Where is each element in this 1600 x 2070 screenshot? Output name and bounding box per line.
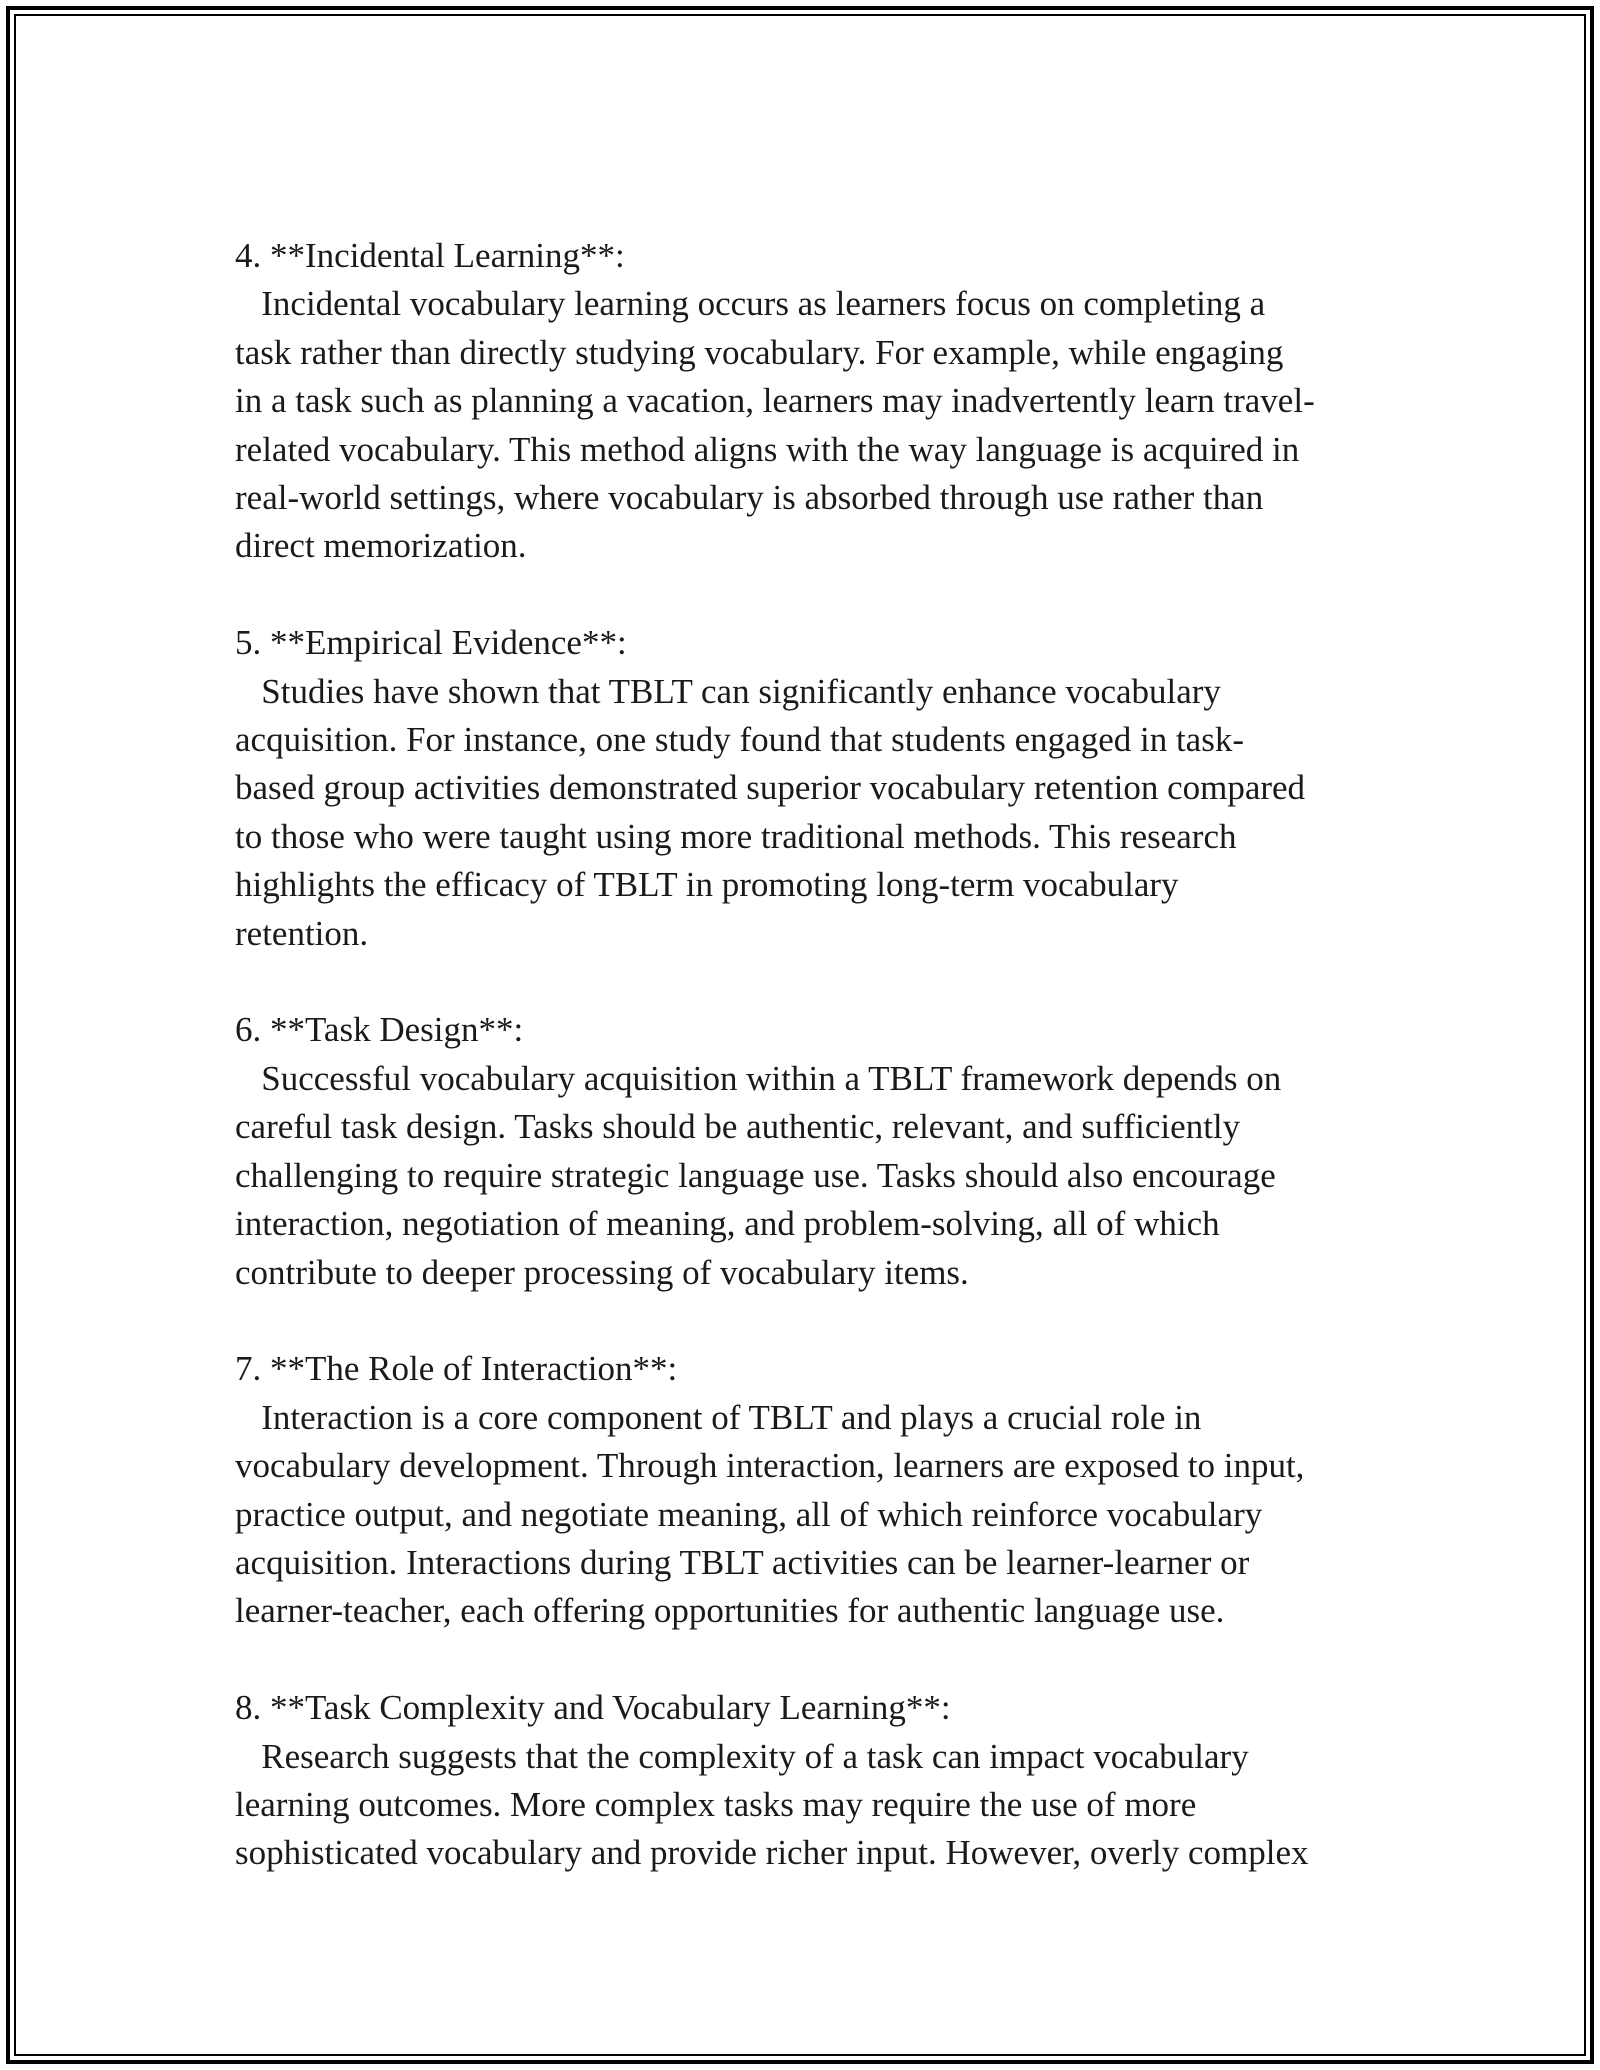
paragraph-line: real-world settings, where vocabulary is absorbed through use rather than — [235, 478, 1264, 518]
section-role-of-interaction — [235, 1345, 1385, 1635]
paragraph-line: acquisition. For instance, one study found that students engaged in task- — [235, 720, 1244, 760]
paragraph-line: retention. — [235, 913, 369, 953]
paragraph-line: practice output, and negotiate meaning, all of which reinforce vocabulary — [235, 1494, 1263, 1534]
paragraph-line: sophisticated vocabulary and provide richer input. However, overly complex — [235, 1833, 1309, 1873]
section-heading: 5. **Empirical Evidence**: — [235, 623, 627, 663]
paragraph-line: Research suggests that the complexity of a task can impact vocabulary — [235, 1736, 1249, 1776]
section-task-design — [235, 1006, 1385, 1296]
section-task-complexity — [235, 1684, 1385, 1878]
paragraph-line: interaction, negotiation of meaning, and problem-solving, all of which — [235, 1204, 1220, 1244]
paragraph-line: learning outcomes. More complex tasks may require the use of more — [235, 1784, 1197, 1824]
paragraph-line: Successful vocabulary acquisition within a TBLT framework depends on — [235, 1058, 1282, 1098]
paragraph-line: to those who were taught using more traditional methods. This research — [235, 816, 1237, 856]
paragraph-line: based group activities demonstrated superior vocabulary retention compared — [235, 768, 1306, 808]
paragraph-line: Incidental vocabulary learning occurs as learners focus on completing a — [235, 284, 1266, 324]
paragraph-line: challenging to require strategic language use. Tasks should also encourage — [235, 1155, 1276, 1195]
section-empirical-evidence — [235, 619, 1385, 958]
paragraph-line: learner-teacher, each offering opportunities for authentic language use. — [235, 1591, 1225, 1631]
section-heading: 7. **The Role of Interaction**: — [235, 1349, 678, 1389]
paragraph-line: direct memorization. — [235, 526, 527, 566]
paragraph-line: contribute to deeper processing of vocabulary items. — [235, 1252, 969, 1292]
paragraph-line: careful task design. Tasks should be authentic, relevant, and sufficiently — [235, 1107, 1241, 1147]
section-heading: 6. **Task Design**: — [235, 1010, 524, 1050]
section-heading: 4. **Incidental Learning**: — [235, 236, 625, 275]
paragraph-line: vocabulary development. Through interaction, learners are exposed to input, — [235, 1446, 1305, 1486]
document-body — [235, 232, 1385, 1926]
paragraph-line: Interaction is a core component of TBLT and plays a crucial role in — [235, 1397, 1202, 1437]
paragraph-line: in a task such as planning a vacation, learners may inadvertently learn travel- — [235, 381, 1315, 421]
section-incidental-learning — [235, 232, 1385, 571]
paragraph-line: task rather than directly studying vocabulary. For example, while engaging — [235, 332, 1284, 372]
paragraph-line: related vocabulary. This method aligns with the way language is acquired in — [235, 429, 1300, 469]
paragraph-line: acquisition. Interactions during TBLT activities can be learner-learner or — [235, 1542, 1250, 1582]
paragraph-line: Studies have shown that TBLT can significantly enhance vocabulary — [235, 671, 1221, 711]
paragraph-line: highlights the efficacy of TBLT in promoting long-term vocabulary — [235, 865, 1179, 905]
section-heading: 8. **Task Complexity and Vocabulary Learning**: — [235, 1688, 951, 1728]
